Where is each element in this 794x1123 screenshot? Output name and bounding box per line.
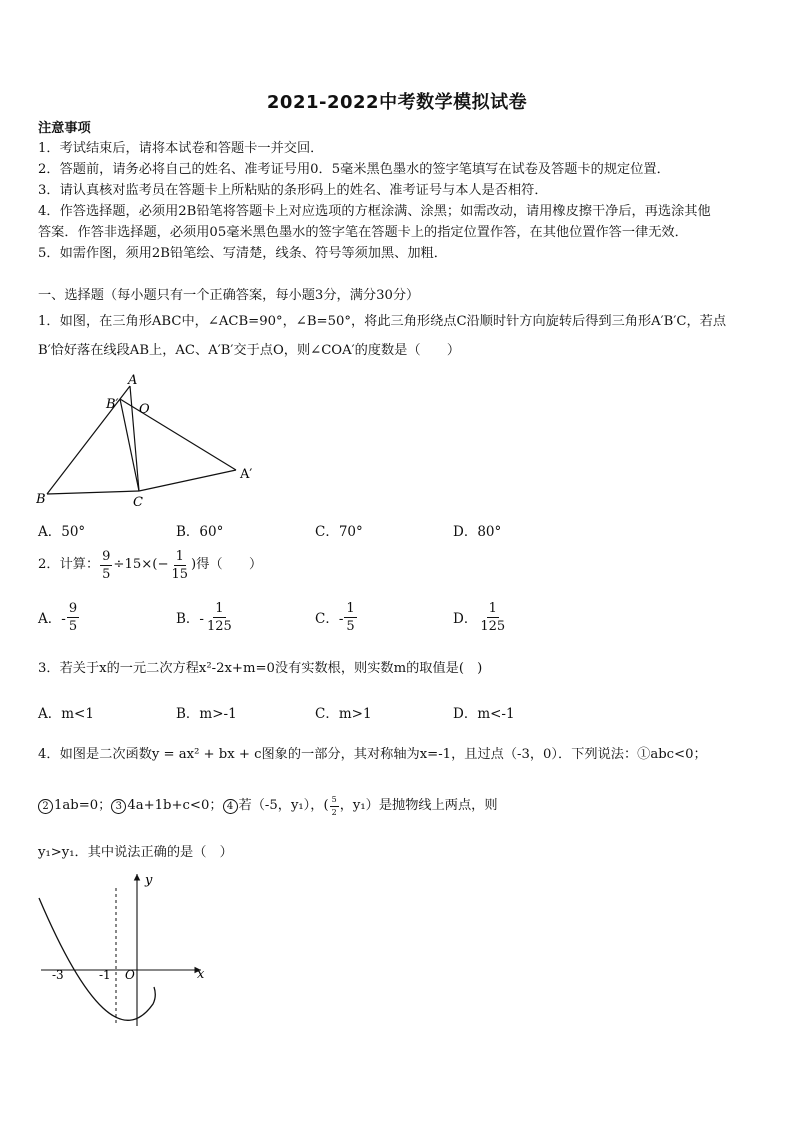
y-label: y <box>145 873 153 888</box>
q3-option-b: B．m>-1 <box>176 706 237 722</box>
side-b1c <box>120 399 139 491</box>
circled-two: 2 <box>38 799 53 814</box>
label-b-prime: B′ <box>106 397 119 412</box>
question-1-line2: B′恰好落在线段AB上，AC、A′B′交于点O，则∠COA′的度数是（ ） <box>38 343 461 358</box>
q2-option-b: B．- $\frac{1}{125}$ <box>176 600 232 634</box>
tick-minus-1: -1 <box>99 968 111 982</box>
label-a-prime: A′ <box>240 467 253 482</box>
question-4-line3: y₁>y₁．其中说法正确的是（ ） <box>38 845 233 860</box>
q3-option-a: A．m<1 <box>38 706 94 722</box>
side-ca1 <box>139 470 236 491</box>
label-b: B <box>36 492 46 507</box>
notice-item: 3．请认真核对监考员在答题卡上所粘贴的条形码上的姓名、准考证号与本人是否相符． <box>38 183 548 198</box>
circled-three: 3 <box>111 799 126 814</box>
label-o: O <box>139 402 150 417</box>
question-1-line1: 1．如图，在三角形ABC中，∠ACB=90°，∠B=50°，将此三角形绕点C沿顺时针方向旋转后得到三角形A′B′C，若点 <box>38 314 727 329</box>
label-a: A <box>128 373 138 388</box>
q4-small-fraction: $\frac{5}{2}$ <box>331 794 337 817</box>
parabola-curve <box>39 898 155 1020</box>
side-bc <box>47 491 139 494</box>
q2-suffix: )得（ ） <box>191 557 263 572</box>
notice-item: 5．如需作图，须用2B铅笔绘、写清楚，线条、符号等须加黑、加粗． <box>38 246 447 261</box>
question-2 <box>38 545 262 585</box>
parabola-figure <box>36 866 216 1032</box>
q1-option-a: A．50° <box>38 524 86 540</box>
q1-option-d: D．80° <box>453 524 502 540</box>
question-4-line2: 2 1ab=0； 3 4a+1b+c<0； 4 若（-5，y₁），( $\frac{5}{2}$ ，y₁）是抛物线上两点，则 <box>38 791 498 821</box>
origin-label: O <box>125 968 135 982</box>
side-b1a1 <box>120 399 236 470</box>
question-4-line1: 4．如图是二次函数y = ax² + bx + c图象的一部分，其对称轴为x=-1，且过点（-3，0）．下列说法：①abc<0； <box>38 747 707 762</box>
q2-fraction-1: $\frac{9}{5}$ <box>102 548 111 582</box>
label-c: C <box>133 495 143 510</box>
x-label: x <box>197 967 205 982</box>
triangle-figure <box>36 372 266 510</box>
q2-option-d: D． $\frac{1}{125}$ <box>453 600 506 634</box>
notice-item: 4．作答选择题，必须用2B铅笔将答题卡上对应选项的方框涂满、涂黑；如需改动，请用橡皮擦干净后，再选涂其他 <box>38 204 711 219</box>
side-ac <box>130 386 139 491</box>
question-3: 3．若关于x的一元二次方程x²-2x+m=0没有实数根，则实数m的取值是( ) <box>38 661 483 676</box>
notice-item: 1．考试结束后，请将本试卷和答题卡一并交回． <box>38 141 324 156</box>
q2-option-a: A．- $\frac{9}{5}$ <box>38 600 78 634</box>
notice-item: 答案．作答非选择题，必须用05毫米黑色墨水的签字笔在答题卡上的指定位置作答，在其他位置作答一律无效． <box>38 225 688 240</box>
tick-minus-3: -3 <box>52 968 64 982</box>
q1-option-b: B．60° <box>176 524 224 540</box>
section-heading: 一、选择题（每小题只有一个正确答案，每小题3分，满分30分） <box>38 288 420 303</box>
q2-option-c: C．- $\frac{1}{5}$ <box>315 600 355 634</box>
notice-heading: 注意事项 <box>38 121 91 136</box>
q2-mid: ÷15×(− <box>113 557 169 572</box>
q3-option-c: C．m>1 <box>315 706 372 722</box>
q3-option-d: D．m<-1 <box>453 706 515 722</box>
q2-prefix: 2．计算： <box>38 557 100 572</box>
q1-option-c: C．70° <box>315 524 363 540</box>
page-title: 2021-2022中考数学模拟试卷 <box>266 92 528 113</box>
circled-four: 4 <box>223 799 238 814</box>
q2-fraction-2: $\frac{1}{15}$ <box>171 548 189 582</box>
notice-item: 2．答题前，请务必将自己的姓名、准考证号用0．5毫米黑色墨水的签字笔填写在试卷及答题卡的规定位置． <box>38 162 670 177</box>
